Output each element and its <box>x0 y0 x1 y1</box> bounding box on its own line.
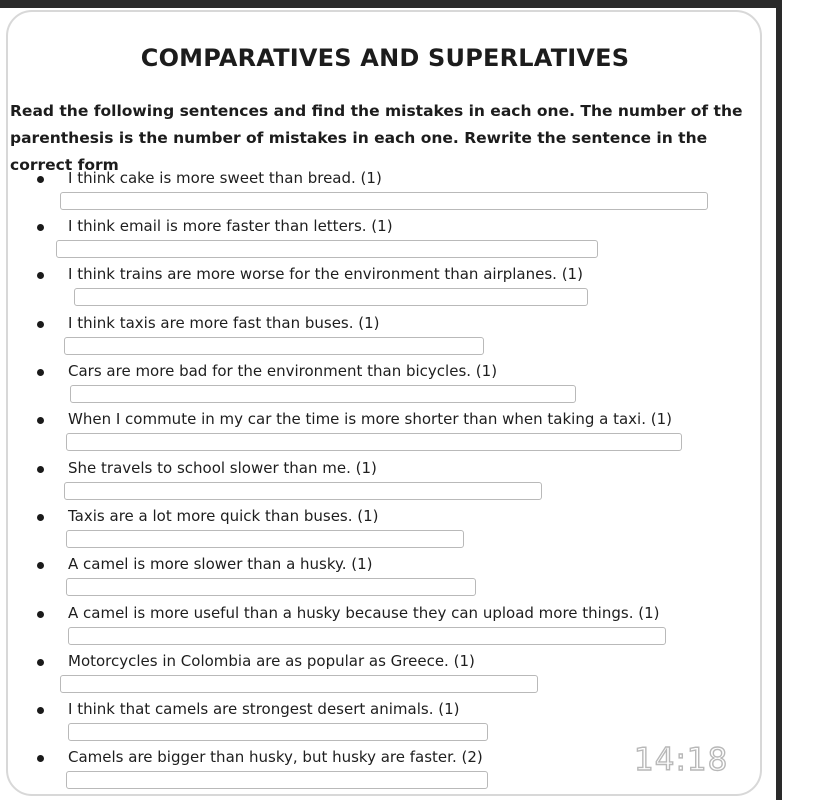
right-border <box>776 0 782 800</box>
list-item <box>0 313 770 361</box>
list-item <box>0 506 770 554</box>
answer-field[interactable] <box>70 385 576 403</box>
top-border <box>0 0 782 8</box>
answer-field[interactable] <box>68 723 488 741</box>
exercise-sentence: Camels are bigger than husky, but husky are faster. (2) <box>68 748 483 766</box>
answer-field[interactable] <box>66 433 682 451</box>
answer-field[interactable] <box>68 627 666 645</box>
answer-field[interactable] <box>66 578 476 596</box>
exercise-sentence: When I commute in my car the time is more shorter than when taking a taxi. (1) <box>68 410 672 428</box>
exercise-sentence: I think taxis are more fast than buses. (1) <box>68 314 380 332</box>
list-item <box>0 264 770 312</box>
exercise-sentence: I think trains are more worse for the environment than airplanes. (1) <box>68 265 583 283</box>
list-item <box>0 361 770 409</box>
bullet-icon <box>37 755 44 762</box>
exercise-sentence: Taxis are a lot more quick than buses. (1) <box>68 507 379 525</box>
answer-field[interactable] <box>64 337 484 355</box>
list-item <box>0 216 770 264</box>
exercise-sentence: A camel is more slower than a husky. (1) <box>68 555 373 573</box>
bullet-icon <box>37 611 44 618</box>
exercise-sentence: I think cake is more sweet than bread. (1) <box>68 169 382 187</box>
page-title: COMPARATIVES AND SUPERLATIVES <box>140 44 630 72</box>
bullet-icon <box>37 321 44 328</box>
answer-field[interactable] <box>56 240 598 258</box>
list-item <box>0 409 770 457</box>
exercise-sentence: I think that camels are strongest desert animals. (1) <box>68 700 460 718</box>
bullet-icon <box>37 514 44 521</box>
answer-field[interactable] <box>66 771 488 789</box>
bullet-icon <box>37 369 44 376</box>
exercise-sentence: Motorcycles in Colombia are as popular as Greece. (1) <box>68 652 475 670</box>
exercise-sentence: Cars are more bad for the environment than bicycles. (1) <box>68 362 498 380</box>
list-item <box>0 168 770 216</box>
list-item <box>0 699 770 747</box>
answer-field[interactable] <box>66 530 464 548</box>
bullet-icon <box>37 224 44 231</box>
bullet-icon <box>37 272 44 279</box>
bullet-icon <box>37 176 44 183</box>
exercise-sentence: A camel is more useful than a husky because they can upload more things. (1) <box>68 604 660 622</box>
answer-field[interactable] <box>64 482 542 500</box>
answer-field[interactable] <box>74 288 588 306</box>
instructions: Read the following sentences and find the mistakes in each one. The number of the parenthesis is the number of mistakes in each one. Rewrite the sentence in the correct form <box>10 102 743 174</box>
bullet-icon <box>37 562 44 569</box>
bullet-icon <box>37 466 44 473</box>
list-item <box>0 603 770 651</box>
list-item <box>0 651 770 699</box>
bullet-icon <box>37 417 44 424</box>
answer-field[interactable] <box>60 192 708 210</box>
clock-overlay: 14:18 <box>634 742 729 778</box>
exercise-sentence: She travels to school slower than me. (1) <box>68 459 377 477</box>
bullet-icon <box>37 707 44 714</box>
exercise-sentence: I think email is more faster than letters. (1) <box>68 217 393 235</box>
bullet-icon <box>37 659 44 666</box>
list-item <box>0 458 770 506</box>
list-item <box>0 554 770 602</box>
answer-field[interactable] <box>60 675 538 693</box>
